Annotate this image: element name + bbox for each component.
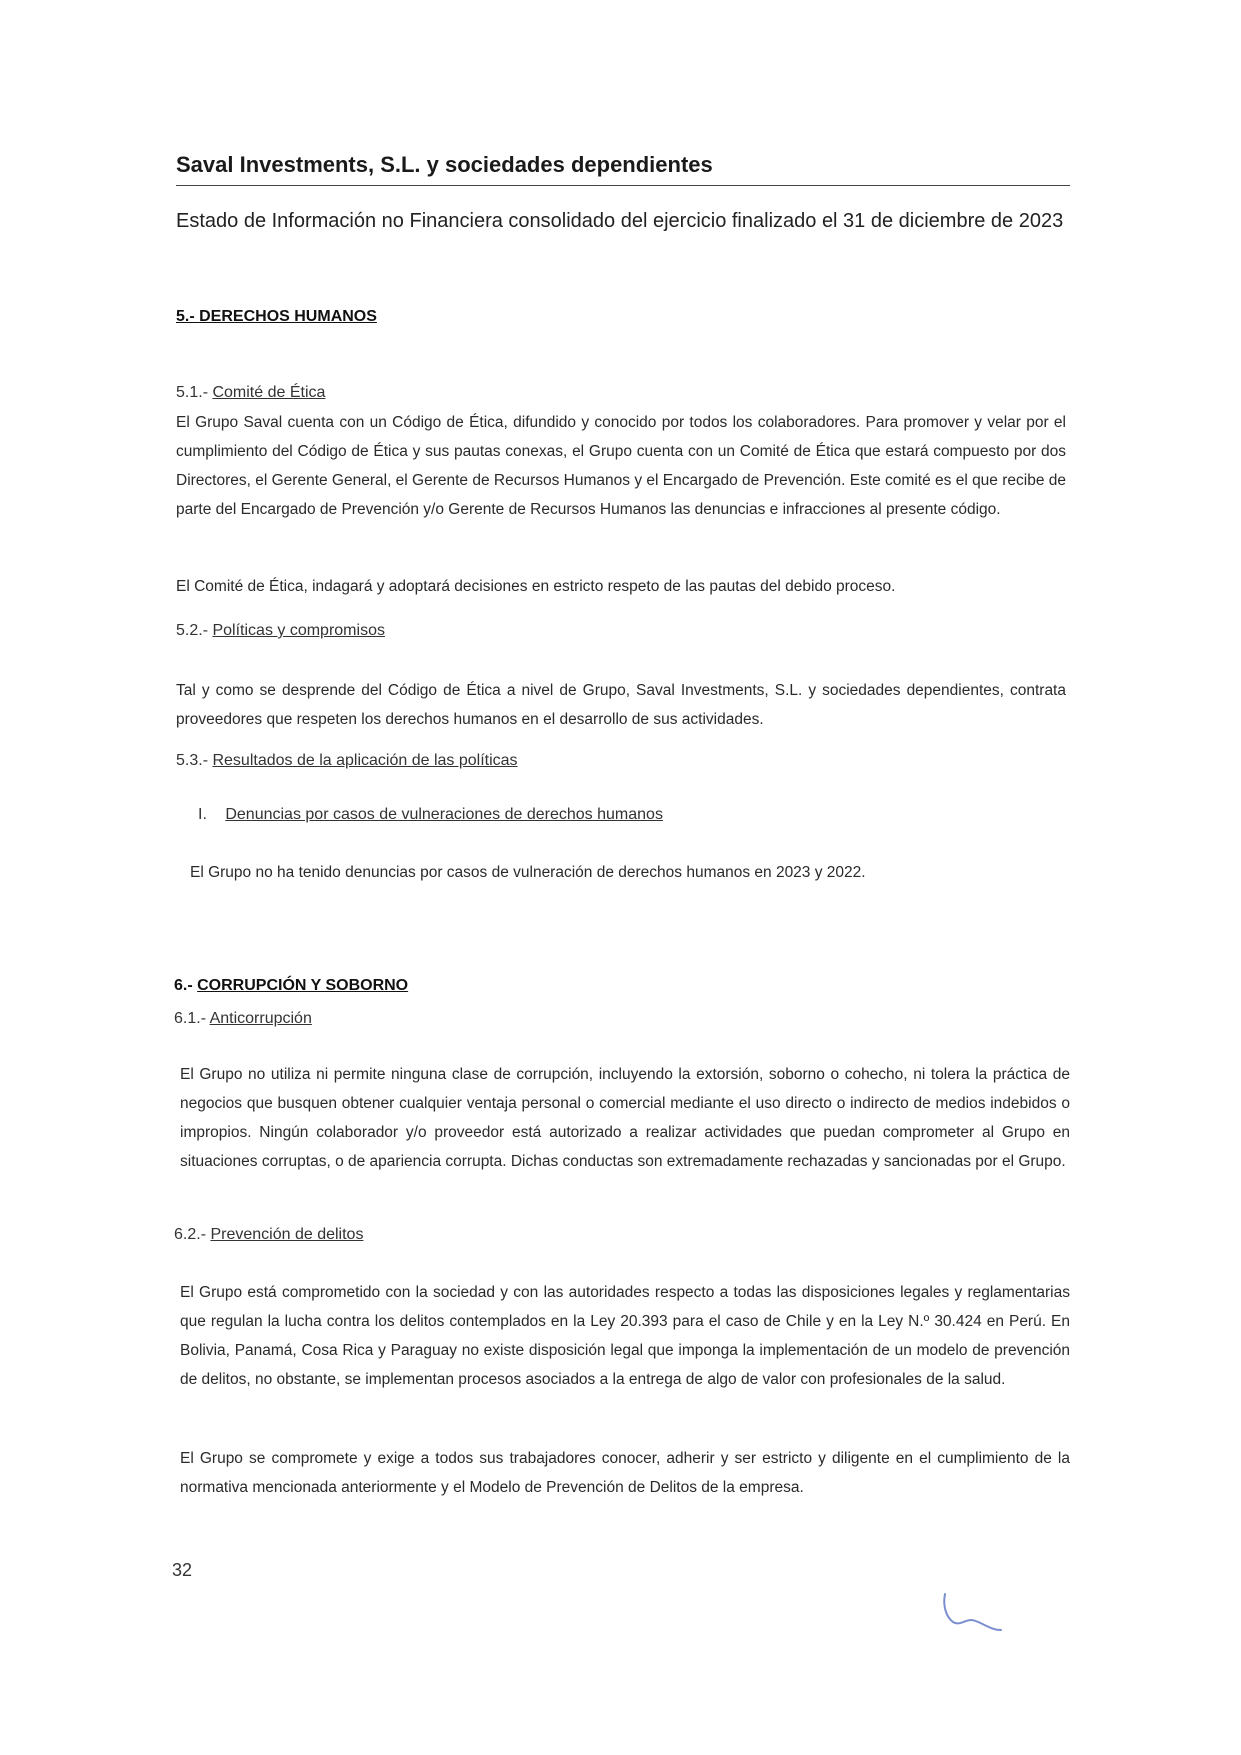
subsection-6-1-number: 6.1.-: [174, 1010, 210, 1027]
subsection-5-1-number: 5.1.-: [176, 384, 213, 401]
policies-paragraph: Tal y como se desprende del Código de Ética a nivel de Grupo, Saval Investments, S.L. y sociedades dependientes, contrata proveedores que respeten los derechos humanos en el desarrollo de sus actividades.: [176, 682, 1066, 728]
subsection-5-1-title: Comité de Ética: [212, 384, 326, 401]
subsection-5-2-number: 5.2.-: [176, 622, 213, 639]
complaints-paragraph: El Grupo no ha tenido denuncias por casos de vulneración de derechos humanos en 2023 y 2022.: [190, 864, 866, 881]
subsection-6-2-heading: [174, 1226, 363, 1244]
section-5-number: 5.-: [176, 308, 200, 325]
company-title: Saval Investments, S.L. y sociedades dependientes: [176, 152, 713, 177]
ethics-process-paragraph: El Comité de Ética, indagará y adoptará decisiones en estricto respeto de las pautas del debido proceso.: [176, 578, 896, 595]
subsection-6-2-number: 6.2.-: [174, 1226, 211, 1243]
section-6-number: 6.-: [174, 977, 198, 994]
subsection-6-1-heading: [174, 1010, 312, 1028]
anticorruption-paragraph: El Grupo no utiliza ni permite ninguna clase de corrupción, incluyendo la extorsión, soborno o cohecho, ni tolera la práctica de negocios que busquen obtener cualquier ventaja personal o comercial mediante el uso directo o indirecto de medios indebidos o impropios. Ningún colaborador y/o proveedor está autorizado a realizar actividades que puedan comprometer al Grupo en situaciones corruptas, o de apariencia corrupta. Dichas conductas son extremadamente rechazadas y sancionadas por el Grupo.: [180, 1066, 1070, 1170]
subsection-5-3-heading: [176, 752, 518, 770]
subsection-6-2-title: Prevención de delitos: [210, 1226, 364, 1243]
subsection-6-1-title: Anticorrupción: [209, 1010, 312, 1027]
section-5-title: DERECHOS HUMANOS: [199, 308, 377, 325]
list-item-title: Denuncias por casos de vulneraciones de derechos humanos: [225, 806, 663, 823]
compliance-paragraph: El Grupo se compromete y exige a todos sus trabajadores conocer, adherir y ser estricto y diligente en el cumplimiento de la normativa mencionada anteriormente y el Modelo de Prevención de Delitos de la empresa.: [180, 1450, 1070, 1496]
subsection-5-2-title: Políticas y compromisos: [212, 622, 385, 639]
subsection-5-3-number: 5.3.-: [176, 752, 213, 769]
signature-mark: [935, 1590, 1015, 1640]
section-5-heading: [176, 308, 377, 326]
section-6-heading: [174, 977, 408, 995]
list-item-complaints: [198, 806, 663, 824]
ethics-committee-paragraph: El Grupo Saval cuenta con un Código de Ética, difundido y conocido por todos los colaboradores. Para promover y velar por el cumplimiento del Código de Ética y sus pautas conexas, el Grupo cuenta con un Comité de Ética que estará compuesto por dos Directores, el Gerente General, el Gerente de Recursos Humanos y el Encargado de Prevención. Este comité es el que recibe de parte del Encargado de Prevención y/o Gerente de Recursos Humanos las denuncias e infracciones al presente código.: [176, 414, 1066, 518]
section-6-title: CORRUPCIÓN Y SOBORNO: [197, 977, 409, 994]
subsection-5-3-title: Resultados de la aplicación de las políticas: [212, 752, 518, 769]
report-subtitle: Estado de Información no Financiera consolidado del ejercicio finalizado el 31 de diciembre de 2023: [176, 210, 1064, 232]
subsection-5-1-heading: [176, 384, 325, 402]
list-item-marker: I.: [198, 806, 207, 823]
subsection-5-2-heading: [176, 622, 385, 640]
page-number: 32: [172, 1560, 193, 1580]
crime-prevention-paragraph: El Grupo está comprometido con la sociedad y con las autoridades respecto a todas las disposiciones legales y reglamentarias que regulan la lucha contra los delitos contemplados en la Ley 20.393 para el caso de Chile y en la Ley N.º 30.424 en Perú. En Bolivia, Panamá, Cosa Rica y Paraguay no existe disposición legal que imponga la implementación de un modelo de prevención de delitos, no obstante, se implementan procesos asociados a la entrega de algo de valor con profesionales de la salud.: [180, 1284, 1070, 1388]
header-divider: [176, 185, 1070, 186]
